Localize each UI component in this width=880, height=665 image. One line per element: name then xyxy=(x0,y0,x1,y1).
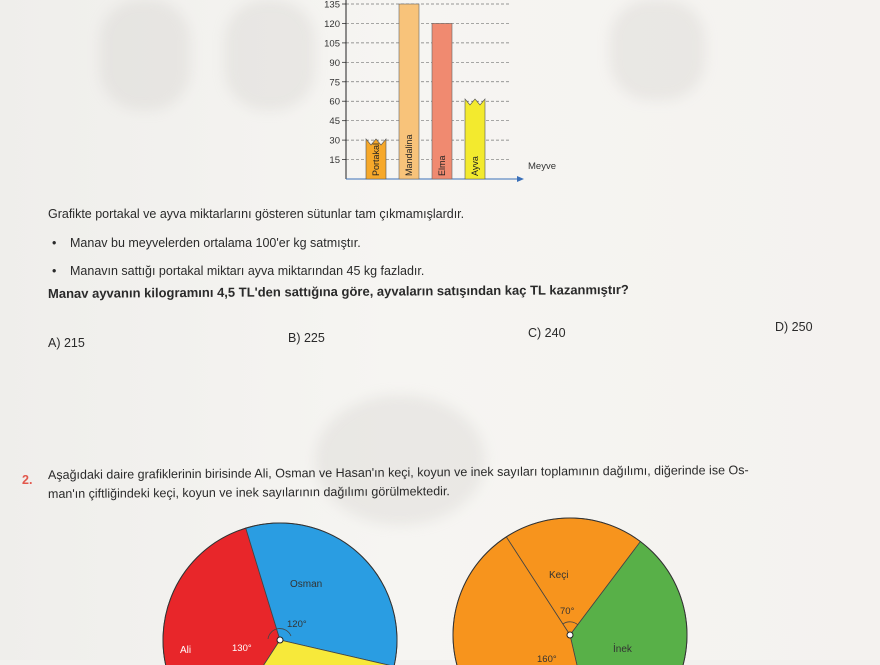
question-1-prompt: Manav ayvanın kilogramını 4,5 TL'den sattığına göre, ayvaların satışından kaç TL kazanmıştır? xyxy=(47,281,629,301)
x-axis-label: Meyve xyxy=(528,161,556,172)
bleed-through-shape xyxy=(610,0,705,100)
animals-pie-chart xyxy=(445,510,705,665)
question-2-line-2: man'ın çiftliğindeki keçi, koyun ve inek sayılarının dağılımı görülmektedir. xyxy=(47,484,450,501)
choice-b[interactable]: B) 225 xyxy=(288,331,325,345)
pie-angle-label: 70° xyxy=(560,606,575,617)
y-tick-label: 135 xyxy=(324,0,340,11)
pie-label-keçi: Keçi xyxy=(549,570,569,581)
owners-pie-chart xyxy=(150,515,410,665)
y-tick-label: 120 xyxy=(324,18,340,30)
bleed-through-shape xyxy=(315,395,485,525)
bar-portakal-label: Portakal xyxy=(371,142,381,176)
choice-a[interactable]: A) 215 xyxy=(48,336,85,350)
pie-angle-label: 120° xyxy=(287,619,307,630)
question-2-line-1: Aşağıdaki daire grafiklerinin birisinde Ali, Osman ve Hasan'ın keçi, koyun ve inek sayıları toplamının dağılımı, diğerinde ise Os- xyxy=(47,463,749,482)
info-bullet-difference: • Manavın sattığı portakal miktarı ayva miktarından 45 kg fazladır. xyxy=(70,263,830,279)
pie-angle-label: 130° xyxy=(232,643,252,654)
y-tick-label: 90 xyxy=(329,57,340,69)
y-tick-label: 105 xyxy=(324,38,340,50)
bar-ayva-label: Ayva xyxy=(470,156,480,176)
pie-label-ali: Ali xyxy=(180,645,192,656)
y-tick-label: 45 xyxy=(329,116,340,128)
fruit-bar-chart xyxy=(290,0,560,190)
pie-angle-label: 160° xyxy=(537,654,557,665)
pie-center-dot xyxy=(567,632,573,638)
pie-center-dot xyxy=(277,637,283,643)
y-tick-label: 30 xyxy=(329,135,340,147)
bar-mandalina-label: Mandalina xyxy=(404,134,414,176)
info-bullet-average: • Manav bu meyvelerden ortalama 100'er kg satmıştır. xyxy=(70,235,830,251)
choice-d[interactable]: D) 250 xyxy=(775,320,813,334)
bleed-through-shape xyxy=(100,0,190,110)
bar-elma-label: Elma xyxy=(437,155,447,176)
y-tick-label: 75 xyxy=(329,77,340,89)
question-2-number: 2. xyxy=(22,473,33,487)
pie-label-osman: Osman xyxy=(290,579,323,590)
chart-note: Grafikte portakal ve ayva miktarlarını gösteren sütunlar tam çıkmamışlardır. xyxy=(48,207,465,221)
pie-label-i̇nek: İnek xyxy=(613,644,632,655)
choice-c[interactable]: C) 240 xyxy=(528,326,566,340)
y-tick-label: 15 xyxy=(329,155,340,167)
x-axis-arrow xyxy=(517,176,524,182)
y-tick-label: 60 xyxy=(329,96,340,108)
